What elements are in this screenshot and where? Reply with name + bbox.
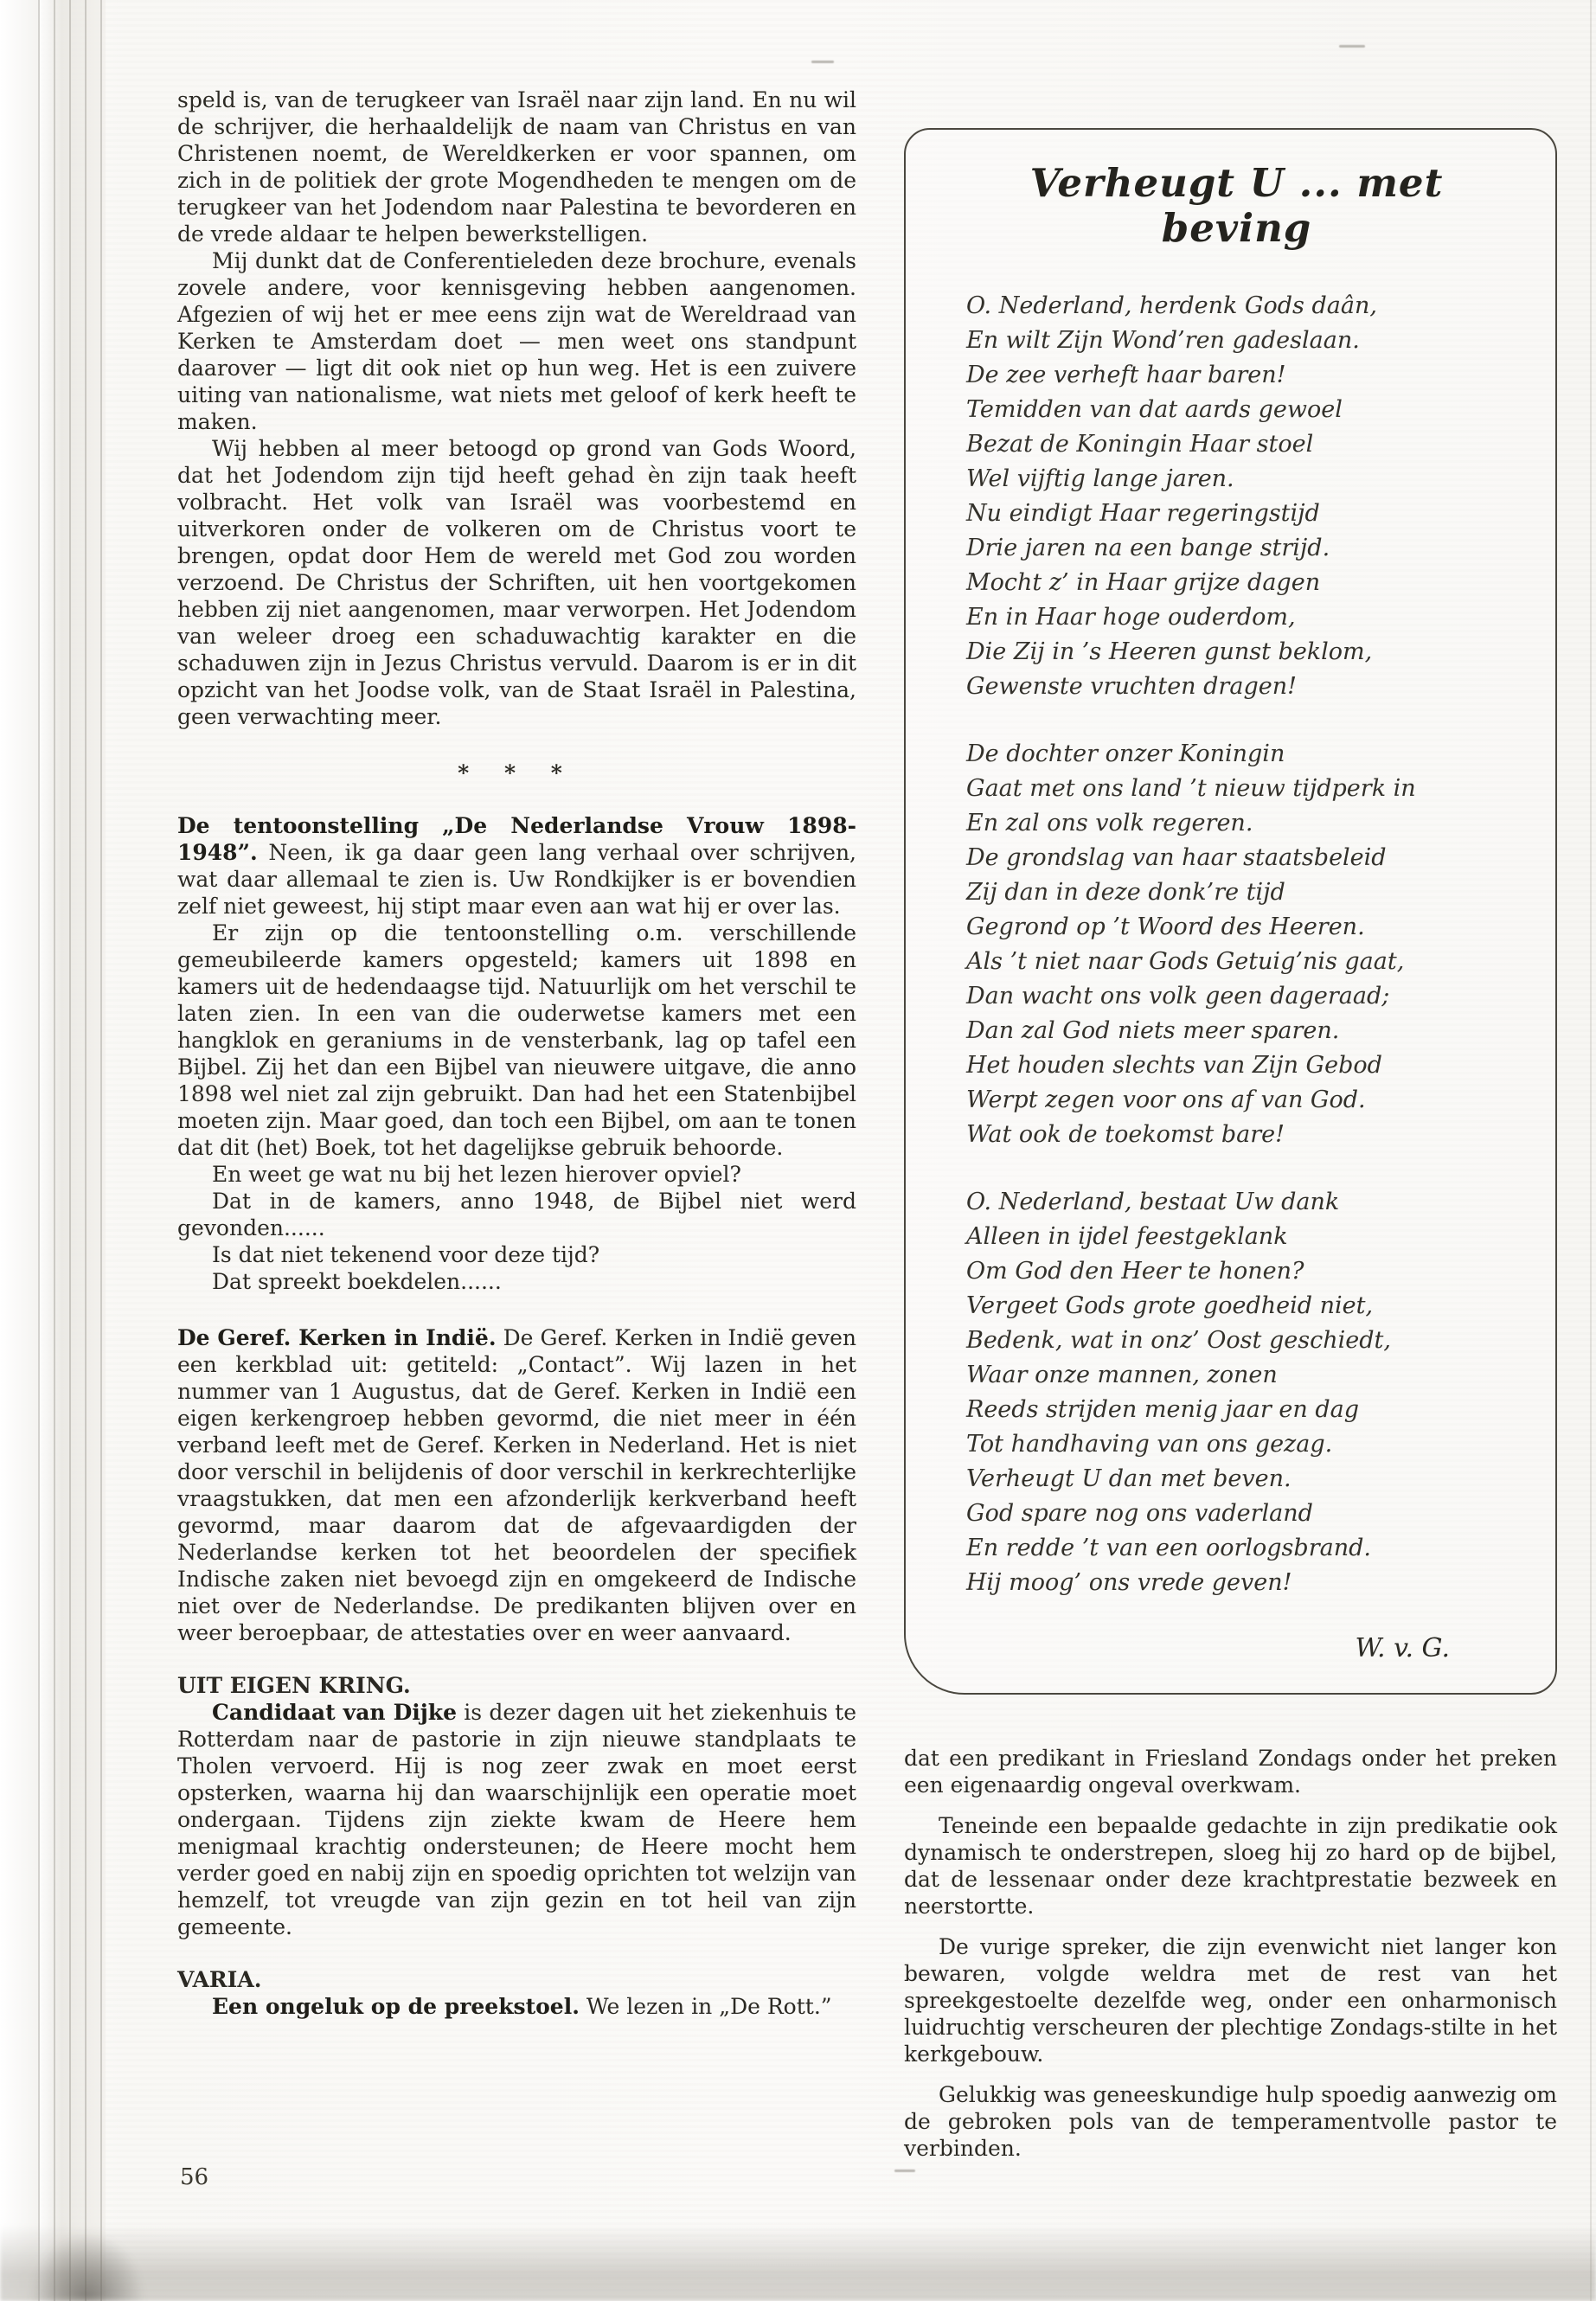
page-left-margin — [0, 0, 40, 2301]
poem-line: Om God den Heer te honen? — [966, 1257, 1304, 1285]
poem-line: God spare nog ons vaderland — [966, 1499, 1313, 1527]
scan-artifact — [811, 61, 834, 63]
paragraph: En weet ge wat nu bij het lezen hierover opviel? — [212, 1162, 741, 1187]
poem-line: Temidden van dat aards gewoel — [966, 395, 1343, 423]
poem-line: O. Nederland, herdenk Gods daân, — [966, 292, 1377, 319]
paragraph: Er zijn op die tentoonstelling o.m. verschillende gemeubileerde kamers opgesteld; kamers uit 1898 en kamers uit de hedendaagse tijd. Natuurlijk om het verschil te laten zien. In een van die ouderwetse kamers met een hangklok en geraniums in de vensterbank, lag op tafel een Bijbel. Zij het dan een Bijbel van nieuwere uitgave, die anno 1898 wel niet zal zijn gebruikt. Dan had het een Statenbijbel moeten zijn. Maar goed, dan toch een Bijbel, om aan te tonen dat dit (het) Boek, tot het dagelijkse gebruik behoorde. — [177, 920, 856, 1160]
poem-line: Verheugt U dan met beven. — [966, 1465, 1292, 1492]
page-content — [177, 87, 1557, 2176]
poem-line: Bedenk, wat in onz’ Oost geschiedt, — [966, 1326, 1391, 1354]
paragraph: Dat spreekt boekdelen...... — [212, 1269, 502, 1294]
paragraph: Teneinde een bepaalde gedachte in zijn predikatie ook dynamisch te onderstrepen, sloeg hij zo hard op de bijbel, dat de lessenaar onder deze krachtprestatie bezweek en neerstortte. — [904, 1812, 1557, 1919]
poem-line: Werpt zegen voor ons af van God. — [966, 1086, 1366, 1113]
paragraph: Is dat niet tekenend voor deze tijd? — [212, 1242, 600, 1267]
paragraph-text: Neen, ik ga daar geen lang verhaal over schrijven, wat daar allemaal te zien is. Uw Rondkijker is er bovendien zelf niet geweest, hij stipt maar even aan wat hij er over las. — [177, 840, 856, 919]
paragraph-text: We lezen in „De Rott.” — [586, 1994, 832, 2019]
left-column — [177, 87, 856, 2020]
poem-line: Gegrond op ’t Woord des Heeren. — [966, 913, 1365, 940]
poem-stanza — [966, 1185, 1507, 1600]
binding-edge — [38, 0, 106, 2301]
indie-section-title: De Geref. Kerken in Indië. — [177, 1325, 497, 1350]
section-heading-uit-eigen-kring: UIT EIGEN KRING. — [177, 1673, 411, 1698]
varia-paragraph — [177, 1993, 856, 2020]
poem-signature: W. v. G. — [1355, 1632, 1450, 1663]
paragraph: Gelukkig was geneeskundige hulp spoedig aanwezig om de gebroken pols van de temperamentvolle pastor te verbinden. — [904, 2081, 1557, 2161]
poem-line: Als ’t niet naar Gods Getuig’nis gaat, — [966, 947, 1405, 975]
article-continuation — [177, 87, 856, 730]
poem-line: Wat ook de toekomst bare! — [966, 1120, 1285, 1148]
poem-line: Dan zal God niets meer sparen. — [966, 1016, 1340, 1044]
poem-line: De dochter onzer Koningin — [966, 740, 1285, 767]
poem-line: Alleen in ijdel feestgeklank — [966, 1222, 1288, 1250]
page-number: 56 — [180, 2164, 209, 2190]
poem-line: Dan wacht ons volk geen dageraad; — [966, 982, 1390, 1009]
scan-artifact — [1339, 45, 1365, 48]
right-column-article — [904, 1745, 1557, 2162]
poem-line: Het houden slechts van Zijn Gebod — [966, 1051, 1382, 1079]
exhibition-section-lead-paragraph — [177, 812, 856, 920]
poem-line: Nu eindigt Haar regeringstijd — [966, 499, 1320, 527]
paragraph: Mij dunkt dat de Conferentieleden deze brochure, evenals zovele andere, voor kennisgeving hebben aangenomen. Afgezien of wij het er mee eens zijn wat de Wereldraad van Kerken te Amsterdam doet — men weet ons standpunt daarover — ligt dit ook niet op hun weg. Het is een zuivere uiting van nationalisme, wat niets met geloof of kerk heeft te maken. — [177, 248, 856, 434]
poem-line: Zij dan in deze donk’re tijd — [966, 878, 1285, 906]
poem-line: Wel vijftig lange jaren. — [966, 465, 1234, 492]
poem-stanza — [966, 289, 1507, 704]
poem-line: Gaat met ons land ’t nieuw tijdperk in — [966, 774, 1416, 802]
paragraph: dat een predikant in Friesland Zondags onder het preken een eigenaardig ongeval overkwam. — [904, 1745, 1557, 1798]
paragraph: speld is, van de terugkeer van Israël naar zijn land. En nu wil de schrijver, die herhaaldelijk de naam van Christus en van Christenen noemt, de Wereldkerken er voor spannen, om zich in de politiek der grote Mogendheden te mengen om de terugkeer van het Jodendom naar Palestina te bevorderen en de vrede aldaar te helpen bewerkstelligen. — [177, 87, 856, 247]
poem-line: De grondslag van haar staatsbeleid — [966, 843, 1387, 871]
kring-lead: Candidaat van Dijke — [212, 1700, 458, 1725]
section-heading-varia: VARIA. — [177, 1967, 262, 1992]
paragraph-text: De Geref. Kerken in Indië geven een kerkblad uit: getiteld: „Contact”. Wij lazen in het nummer van 1 Augustus, dat de Geref. Kerken in Indië een eigen kerkengroep hebben gevormd, die niet meer in één verband leeft met de Geref. Kerken in Nederland. Het is niet door verschil in belijdenis of door verschil in kerkrechterlijke vraagstukken, dat men een afzonderlijk kerkverband heeft gevormd, maar daarom dat de afgevaardigden der Nederlandse kerken tot het beoordelen der specifiek Indische zaken niet bevoegd zijn en omgekeerd de Indische niet over de Nederlandse. De predikanten blijven over en weer beroepbaar, de attestaties over en weer aanvaard. — [177, 1325, 857, 1645]
scan-bottom-smudge — [0, 2225, 1596, 2301]
poem-line: Tot handhaving van ons gezag. — [966, 1430, 1333, 1458]
paragraph: Wij hebben al meer betoogd op grond van Gods Woord, dat het Jodendom zijn tijd heeft gehad èn zijn taak heeft volbracht. Het volk van Israël was voorbestemd en uitverkoren onder de volkeren om de Christus voort te brengen, opdat door Hem de wereld met God zou worden verzoend. De Christus der Schriften, uit hen voortgekomen hebben zij niet aangenomen, maar verworpen. Het Jodendom van weleer droeg een schaduwachtig karakter en die schaduwen zijn in Jezus Christus vervuld. Daarom is er in dit opzicht van het Joodse volk, van de Staat Israël in Palestina, geen verwachting meer. — [177, 436, 856, 729]
exhibition-section-body — [177, 920, 856, 1295]
exhibition-section-title: De tentoonstelling „De Nederlandse Vrouw 1898-1948”. — [177, 813, 856, 865]
poem-line: Hij moog’ ons vrede geven! — [966, 1568, 1292, 1596]
poem-line: En redde ’t van een oorlogsbrand. — [966, 1534, 1371, 1561]
paragraph: Dat in de kamers, anno 1948, de Bijbel niet werd gevonden...... — [177, 1189, 856, 1240]
poem-line: Waar onze mannen, zonen — [966, 1361, 1278, 1388]
poem-line: Drie jaren na een bange strijd. — [966, 534, 1330, 561]
scan-corner-blob — [31, 2234, 144, 2301]
paragraph: De vurige spreker, die zijn evenwicht niet langer kon bewaren, volgde weldra met de rest van het spreekgestoelte dezelfde weg, onder een onharmonisch luidruchtig verscheuren der plechtige Zondags-stilte in het kerkgebouw. — [904, 1933, 1557, 2067]
poem-line: Mocht z’ in Haar grijze dagen — [966, 568, 1321, 596]
indie-section-paragraph — [177, 1324, 856, 1646]
poem-line: Vergeet Gods grote goedheid niet, — [966, 1292, 1374, 1319]
poem-line: Reeds strijden menig jaar en dag — [966, 1395, 1360, 1423]
scan-edge-line — [1590, 0, 1592, 2301]
poem-line: O. Nederland, bestaat Uw dank — [966, 1188, 1340, 1215]
poem-line: Die Zij in ’s Heeren gunst beklom, — [966, 638, 1373, 665]
right-column — [904, 87, 1557, 2176]
poem-line: En in Haar hoge ouderdom, — [966, 603, 1296, 631]
poem-box — [904, 128, 1557, 1695]
poem-line: De zee verheft haar baren! — [966, 361, 1286, 388]
poem-title: Verheugt U ... met beving — [1029, 160, 1444, 251]
poem-line: En zal ons volk regeren. — [966, 809, 1253, 836]
poem-line: Gewenste vruchten dragen! — [966, 672, 1297, 700]
kring-paragraph — [177, 1699, 856, 1940]
poem-line: Bezat de Koningin Haar stoel — [966, 430, 1314, 458]
paragraph-text: is dezer dagen uit het ziekenhuis te Rotterdam naar de pastorie in zijn nieuwe standplaats te Tholen vervoerd. Hij is nog zeer zwak en moet eerst opsterken, waarna hij dan waarschijnlijk een operatie moet ondergaan. Tijdens zijn ziekte kwam de Heere hem menigmaal krachtig ondersteunen; de Heere mocht hem verder goed en nabij zijn en spoedig oprichten tot welzijn van hemzelf, tot vreugde van zijn gezin en tot heil van zijn gemeente. — [177, 1700, 856, 1939]
poem-stanza — [966, 737, 1507, 1152]
section-divider: * * * — [458, 760, 576, 785]
varia-lead: Een ongeluk op de preekstoel. — [212, 1994, 580, 2019]
poem-line: En wilt Zijn Wond’ren gadeslaan. — [966, 326, 1360, 354]
